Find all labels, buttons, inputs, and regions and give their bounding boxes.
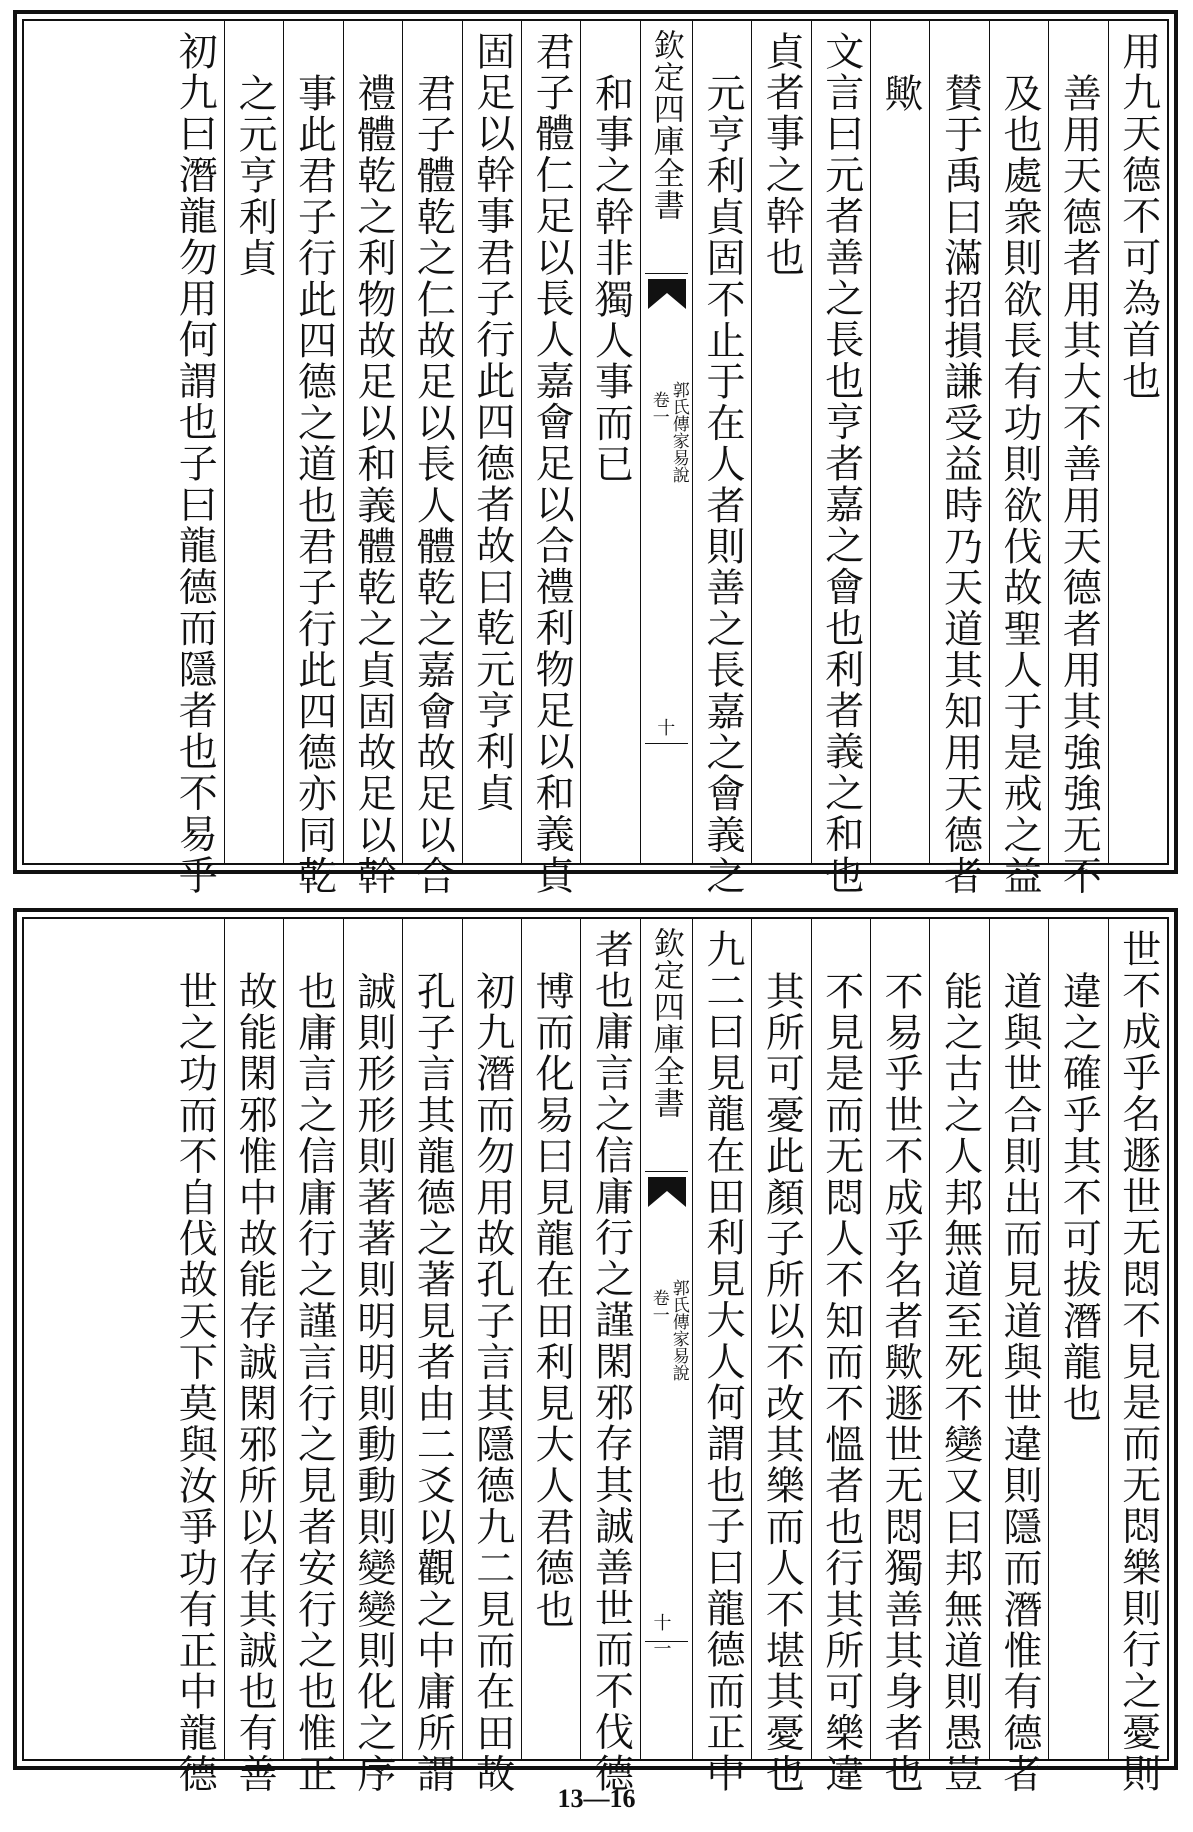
text-column — [1108, 21, 1167, 863]
text-column — [462, 919, 521, 1795]
margin-rule — [645, 273, 688, 274]
fishtail-mark-icon — [648, 279, 686, 309]
column-text: 和事之幹非獨人事而已 — [588, 73, 634, 485]
column-text: 博而化易曰見龍在田利見大人君德也 — [529, 971, 575, 1631]
folio-number: 十 — [657, 718, 676, 739]
column-text: 歟 — [878, 73, 924, 115]
column-text: 也庸言之信庸行之謹言行之見者安行之也惟正 — [291, 971, 337, 1795]
text-column — [751, 21, 810, 863]
column-text: 貞者事之幹也 — [759, 31, 805, 279]
column-text: 事此君子行此四德之道也君子行此四德亦同乾 — [291, 73, 337, 897]
text-column — [870, 21, 929, 863]
column-text: 違之確乎其不可拔潛龍也 — [1056, 971, 1102, 1425]
margin-rule — [645, 1171, 688, 1172]
column-text: 其所可憂此顏子所以不改其樂而人不堪其憂也 — [759, 971, 805, 1795]
column-text: 用九天德不可為首也 — [1115, 31, 1161, 402]
text-column — [811, 919, 870, 1795]
text-column — [224, 21, 283, 863]
text-column — [402, 21, 461, 897]
text-column — [165, 21, 224, 897]
column-text: 故能閑邪惟中故能存誠閑邪所以存其誠也有善 — [232, 971, 278, 1795]
text-column — [929, 919, 988, 1795]
top-page-columns — [24, 21, 1167, 897]
column-text: 道與世合則出而見道與世違則隱而潛惟有德者 — [996, 971, 1042, 1795]
text-column — [989, 21, 1048, 897]
text-column — [989, 919, 1048, 1795]
bottom-page-columns — [24, 919, 1167, 1795]
text-column — [751, 919, 810, 1795]
series-title: 欽定四庫全書 — [647, 927, 684, 1119]
text-column — [811, 21, 870, 897]
volume-label: 卷一 — [648, 1289, 669, 1323]
bottom-page-panel — [13, 908, 1178, 1795]
text-column — [580, 21, 639, 863]
column-text: 之元亨利貞 — [232, 73, 278, 279]
book-title: 郭氏傳家易說 — [668, 1279, 689, 1381]
volume-label: 卷一 — [648, 391, 669, 425]
fishtail-mark-icon — [648, 1177, 686, 1207]
text-column — [929, 21, 988, 897]
column-text: 元亨利貞固不止于在人者則善之長嘉之會義之 — [699, 73, 745, 897]
margin-rule — [645, 743, 688, 744]
column-text: 禮體乾之利物故足以和義體乾之貞固故足以幹 — [350, 73, 396, 897]
column-text: 及也處衆則欲長有功則欲伐故聖人于是戒之益 — [996, 73, 1042, 897]
text-column — [165, 919, 224, 1795]
column-text: 固足以幹事君子行此四德者故曰乾元亨利貞 — [469, 31, 515, 814]
text-column — [692, 919, 751, 1795]
top-page-panel — [13, 10, 1178, 897]
text-column — [283, 21, 342, 897]
page-number: 13—16 — [557, 1784, 636, 1813]
column-text: 世之功而不自伐故天下莫與汝爭功有正中龍德 — [172, 971, 218, 1795]
text-column — [1048, 21, 1107, 897]
column-text: 能之古之人邦無道至死不變又曰邦無道則愚豈 — [937, 971, 983, 1795]
text-column — [283, 919, 342, 1795]
column-text: 文言曰元者善之長也亨者嘉之會也利者義之和也 — [818, 31, 864, 897]
text-column — [692, 21, 751, 897]
margin-rule — [645, 1641, 688, 1642]
column-text: 孔子言其龍德之著見者由二爻以觀之中庸所謂 — [410, 971, 456, 1795]
column-text: 善用天德者用其大不善用天德者用其強強无不 — [1056, 73, 1102, 897]
text-column — [1048, 919, 1107, 1759]
column-text: 誠則形形則著著則明明則動動則變變則化之序 — [350, 971, 396, 1795]
text-column — [343, 919, 402, 1795]
column-text: 不見是而无悶人不知而不慍者也行其所可樂違 — [818, 971, 864, 1795]
book-title: 郭氏傳家易說 — [668, 381, 689, 483]
center-margin — [640, 919, 692, 1759]
column-text: 君子體仁足以長人嘉會足以合禮利物足以和義貞 — [529, 31, 575, 897]
text-column — [343, 21, 402, 897]
text-column — [521, 919, 580, 1759]
text-column — [580, 919, 639, 1795]
column-text: 君子體乾之仁故足以長人體乾之嘉會故足以合 — [410, 73, 456, 897]
column-text: 初九潛而勿用故孔子言其隱德九二見而在田故 — [469, 971, 515, 1795]
series-title: 欽定四庫全書 — [647, 29, 684, 221]
column-text: 賛于禹曰滿招損謙受益時乃天道其知用天德者 — [937, 73, 983, 897]
text-column — [1108, 919, 1167, 1795]
center-margin — [640, 21, 692, 863]
column-text: 不易乎世不成乎名者歟遯世无悶獨善其身者也 — [878, 971, 924, 1795]
column-text: 者也庸言之信庸行之謹閑邪存其誠善世而不伐德 — [588, 929, 634, 1795]
column-text: 九二曰見龍在田利見大人何謂也子曰龍德而正中 — [699, 929, 745, 1795]
text-column — [402, 919, 461, 1795]
text-column — [462, 21, 521, 863]
folio-number: 十一 — [653, 1613, 672, 1660]
text-column — [521, 21, 580, 897]
column-text: 初九曰潛龍勿用何謂也子曰龍德而隱者也不易乎 — [172, 31, 218, 897]
text-column — [224, 919, 283, 1795]
text-column — [870, 919, 929, 1795]
column-text: 世不成乎名遯世无悶不見是而无悶樂則行之憂則 — [1115, 929, 1161, 1795]
